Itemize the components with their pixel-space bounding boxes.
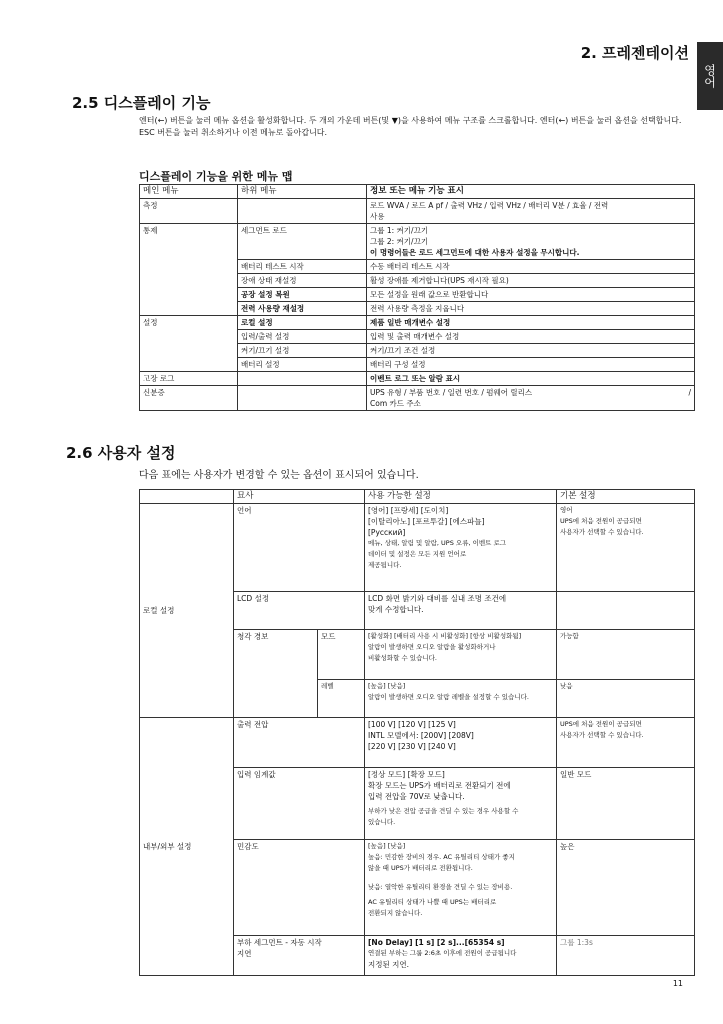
main-menu-cell: 통제 (140, 224, 238, 316)
info-cell: 전력 사용량 측정을 지웁니다 (367, 302, 695, 316)
setting-options: [높음] [낮음] 높음: 민감한 장비의 경우. AC 유틸리티 상태가 좋지 않을 때 UPS가 배터리로 전환됩니다. 낮음: 열악한 유틸리티 환경을 견딜 수 있는 장비용. AC 유틸리티 상태가 나쁠 때 UPS는 배터리로 전환되지 않습니다. (365, 840, 557, 936)
setting-label: 출력 전압 (234, 718, 365, 768)
setting-options: LCD 화면 밝기와 대비를 실내 조명 조건에 맞게 수정합니다. (365, 592, 557, 630)
sub-menu-cell: 켜기/끄기 설정 (238, 344, 367, 358)
setting-label: 부하 세그먼트 - 자동 시작 지연 (234, 936, 365, 976)
setting-default: 가능함 (557, 630, 695, 680)
main-menu-cell: 고장 로그 (140, 372, 238, 386)
column-header: 묘사 (234, 490, 365, 504)
sub-menu-cell (238, 386, 367, 411)
info-cell: 그룹 1: 켜기/끄기 그룹 2: 켜기/끄기 이 명령어들은 로드 세그먼트에 대한 사용자 설정을 무시합니다. (367, 224, 695, 260)
sub-menu-cell: 전력 사용량 재설정 (238, 302, 367, 316)
setting-default: 그룹 1:3s (557, 936, 695, 976)
sub-menu-cell: 배터리 테스트 시작 (238, 260, 367, 274)
table-row (140, 316, 695, 330)
table-header-row (140, 490, 695, 504)
section-2-5-title: 2.5 디스플레이 기능 (72, 94, 211, 112)
setting-label: LCD 설정 (234, 592, 365, 630)
section-2-6-title: 2.6 사용자 설정 (66, 444, 176, 462)
setting-options: [100 V] [120 V] [125 V] INTL 모델에서: [200V] [208V] [220 V] [230 V] [240 V] (365, 718, 557, 768)
setting-label: 청각 경보 (234, 630, 318, 718)
info-cell: 제품 일반 매개변수 설정 (367, 316, 695, 330)
table-row (140, 224, 695, 260)
info-cell: 모든 설정을 원래 값으로 반환합니다 (367, 288, 695, 302)
main-menu-cell: 측정 (140, 199, 238, 224)
setting-options: [No Delay] [1 s] [2 s]...[65354 s] 연결된 부하는 그룹 2:6초 이후에 전원이 공급됩니다 지정된 지연. (365, 936, 557, 976)
sub-menu-cell: 장애 상태 재설정 (238, 274, 367, 288)
column-header: 메인 메뉴 (140, 185, 238, 199)
setting-default: UPS에 처음 전원이 공급되면 사용자가 선택할 수 있습니다. (557, 718, 695, 768)
info-cell: 켜기/끄기 조건 설정 (367, 344, 695, 358)
chapter-heading: 2. 프레젠테이션 (580, 44, 689, 62)
sub-menu-cell (238, 372, 367, 386)
info-cell: UPS 유형 / 부품 번호 / 일련 번호 / 펌웨어 릴리스 / Com 카드 주소 (367, 386, 695, 411)
setting-default: 영어 UPS에 처음 전원이 공급되면 사용자가 선택할 수 있습니다. (557, 504, 695, 592)
main-menu-cell: 신분증 (140, 386, 238, 411)
setting-sublabel: 레벨 (318, 680, 365, 718)
info-cell: 배터리 구성 설정 (367, 358, 695, 372)
table-row (140, 372, 695, 386)
sub-menu-cell: 로컬 설정 (238, 316, 367, 330)
info-cell: 활성 장애를 제거합니다(UPS 재시작 필요) (367, 274, 695, 288)
menu-map-caption: 디스플레이 기능을 위한 메뉴 맵 (139, 170, 293, 183)
setting-sublabel: 모드 (318, 630, 365, 680)
info-cell: 입력 및 출력 매개변수 설정 (367, 330, 695, 344)
column-header: 사용 가능한 설정 (365, 490, 557, 504)
table-row (140, 199, 695, 224)
info-cell: 이벤트 로그 또는 알람 표시 (367, 372, 695, 386)
group-label: 내부/외부 설정 (140, 718, 234, 976)
setting-options: [활성화] [배터리 사용 시 비활성화] [항상 비활성화됨] 알람이 발생하면 오디오 알람을 활성화하거나 비활성화할 수 있습니다. (365, 630, 557, 680)
page-number: 11 (672, 979, 683, 988)
user-settings-table (139, 489, 695, 976)
setting-options: [높음] [낮음] 알람이 발생하면 오디오 알람 레벨을 설정할 수 있습니다. (365, 680, 557, 718)
group-label: 로컬 설정 (140, 504, 234, 718)
setting-label: 민감도 (234, 840, 365, 936)
section-2-5-paragraph: 엔터(←) 버튼을 눌러 메뉴 옵션을 활성화합니다. 두 개의 가운데 버튼(및 ▼)을 사용하여 메뉴 구조를 스크롤합니다. 엔터(←) 버튼을 눌러 옵션을 선택합니다. ESC 버튼을 눌러 취소하거나 이전 메뉴로 돌아갑니다. (139, 116, 682, 137)
menu-map-table (139, 184, 695, 411)
sub-menu-cell: 세그먼트 로드 (238, 224, 367, 260)
language-side-tab: 영어 (697, 42, 723, 110)
setting-options: [영어] [프랑세] [도이치] [이탈리아노] [포르투갈] [에스파뇰] [Русский] 메뉴, 상태, 알림 및 알람, UPS 오류, 이벤트 로그 데이터 및 설정은 모든 지원 언어로 제공됩니다. (365, 504, 557, 592)
sub-menu-cell: 배터리 설정 (238, 358, 367, 372)
info-cell: 수동 배터리 테스트 시작 (367, 260, 695, 274)
section-2-6-intro: 다음 표에는 사용자가 변경할 수 있는 옵션이 표시되어 있습니다. (139, 470, 419, 481)
setting-default: 높은 (557, 840, 695, 936)
table-row (140, 386, 695, 411)
column-header: 하위 메뉴 (238, 185, 367, 199)
setting-label: 언어 (234, 504, 365, 592)
table-row (140, 504, 695, 592)
table-row (140, 718, 695, 768)
setting-default: 낮음 (557, 680, 695, 718)
setting-default (557, 592, 695, 630)
setting-default: 일반 모드 (557, 768, 695, 840)
sub-menu-cell (238, 199, 367, 224)
main-menu-cell: 설정 (140, 316, 238, 372)
sub-menu-cell: 입력/출력 설정 (238, 330, 367, 344)
table-header-row (140, 185, 695, 199)
sub-menu-cell: 공장 설정 복원 (238, 288, 367, 302)
setting-label: 입력 임계값 (234, 768, 365, 840)
info-cell: 로드 WVA / 로드 A pf / 출력 VHz / 입력 VHz / 배터리 V분 / 효율 / 전력 사용 (367, 199, 695, 224)
column-header: 기본 설정 (557, 490, 695, 504)
setting-options: [정상 모드] [확장 모드] 확장 모드는 UPS가 배터리로 전환되기 전에 입력 전압을 70V로 낮춥니다. 부하가 낮은 전압 공급을 견딜 수 있는 경우 사용할 수 있습니다. (365, 768, 557, 840)
column-header: 정보 또는 메뉴 기능 표시 (367, 185, 695, 199)
